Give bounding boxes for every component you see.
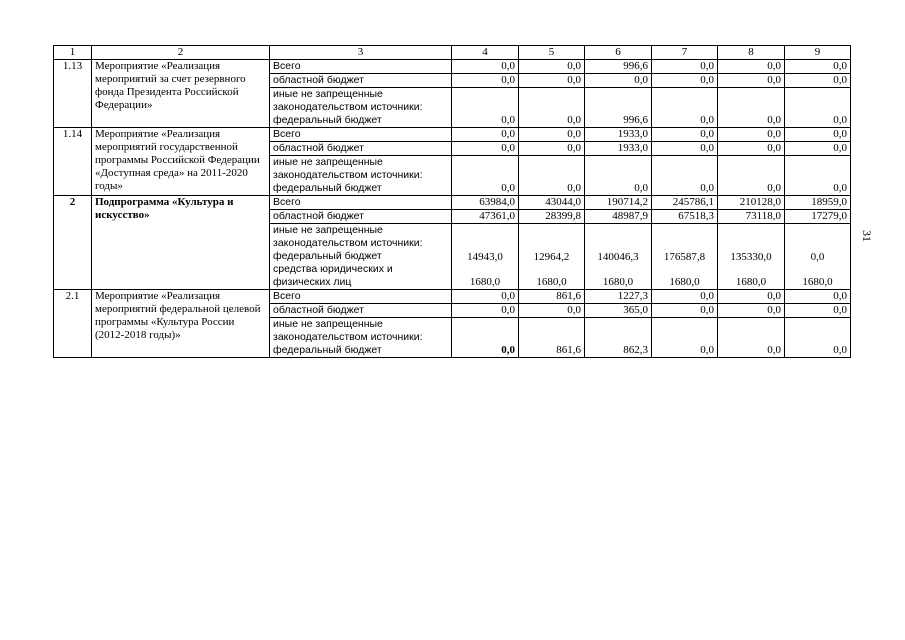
- value-cell: 0,0: [785, 128, 851, 142]
- value-cell: 0,0: [519, 74, 585, 88]
- column-header: 7: [652, 46, 718, 60]
- table-row: [54, 128, 851, 142]
- funding-source-line: федеральный бюджет: [273, 344, 382, 356]
- funding-source: [270, 88, 452, 128]
- value-cell: 48987,9: [585, 210, 652, 224]
- column-header: 4: [452, 46, 519, 60]
- value-cell: 67518,3: [652, 210, 718, 224]
- column-header: 2: [92, 46, 270, 60]
- federal-value: 12964,2: [533, 251, 570, 263]
- value-cell: 18959,0: [785, 196, 851, 210]
- federal-value: 176587,8: [663, 251, 706, 263]
- funding-source: [270, 156, 452, 196]
- item-code: 1.14: [54, 128, 92, 196]
- value-cell: 0,0: [785, 88, 851, 128]
- value-cell: 1933,0: [585, 128, 652, 142]
- item-code: 2: [54, 196, 92, 290]
- funding-source-line: иные не запрещенные: [273, 156, 383, 168]
- funding-source-line: иные не запрещенные: [273, 318, 383, 330]
- page-number: 31: [860, 230, 874, 242]
- value-cell: 0,0: [452, 156, 519, 196]
- funding-source-line: областной бюджет: [273, 142, 364, 154]
- funding-source: [270, 224, 452, 290]
- value-cell: 0,0: [652, 74, 718, 88]
- table-row: [54, 196, 851, 210]
- funding-source: [270, 318, 452, 358]
- value-cell: 0,0: [452, 142, 519, 156]
- value-cell: 1933,0: [585, 142, 652, 156]
- value-cell: 17279,0: [785, 210, 851, 224]
- value-cell: 73118,0: [718, 210, 785, 224]
- value-cell: 996,6: [585, 60, 652, 74]
- funding-source: [270, 210, 452, 224]
- funding-source: [270, 74, 452, 88]
- funding-source-line: Всего: [273, 60, 301, 72]
- item-name: Мероприятие «Реализация мероприятий федеральной целевой программы «Культура России (2012-2018 годы)»: [92, 290, 270, 358]
- value-cell: [718, 224, 785, 290]
- funding-source-line: федеральный бюджет: [273, 182, 382, 194]
- value-cell: 996,6: [585, 88, 652, 128]
- value-cell: 861,6: [519, 290, 585, 304]
- header-row: [54, 46, 851, 60]
- value-cell: 0,0: [718, 304, 785, 318]
- item-name: Подпрограмма «Культура и искусство»: [92, 196, 270, 290]
- funding-source-line: федеральный бюджет: [273, 250, 382, 262]
- value-cell: [452, 224, 519, 290]
- federal-value: 0,0: [810, 251, 825, 263]
- value-cell: 0,0: [585, 74, 652, 88]
- value-cell: 0,0: [519, 128, 585, 142]
- value-cell: 210128,0: [718, 196, 785, 210]
- funding-source: [270, 142, 452, 156]
- value-cell: 190714,2: [585, 196, 652, 210]
- value-cell: 0,0: [519, 60, 585, 74]
- value-cell: [585, 224, 652, 290]
- column-header: 5: [519, 46, 585, 60]
- column-header: 9: [785, 46, 851, 60]
- funding-source-line: законодательством источники:: [273, 331, 423, 343]
- value-cell: 0,0: [718, 318, 785, 358]
- item-name: Мероприятие «Реализация мероприятий государственной программы Российской Федерации «Доступная среда» на 2011-2020 годы»: [92, 128, 270, 196]
- value-cell: 0,0: [519, 88, 585, 128]
- funding-source-line: законодательством источники:: [273, 169, 423, 181]
- value-cell: 0,0: [452, 88, 519, 128]
- value-cell: 0,0: [785, 290, 851, 304]
- value-cell: 0,0: [452, 304, 519, 318]
- value-cell: 0,0: [718, 128, 785, 142]
- value-cell: 365,0: [585, 304, 652, 318]
- value-cell: 0,0: [785, 60, 851, 74]
- value-cell: [519, 224, 585, 290]
- funding-source: [270, 290, 452, 304]
- funding-source-line: областной бюджет: [273, 74, 364, 86]
- value-cell: 861,6: [519, 318, 585, 358]
- funding-source-line: законодательством источники:: [273, 237, 423, 249]
- value-cell: 0,0: [652, 290, 718, 304]
- value-cell: 28399,8: [519, 210, 585, 224]
- column-header: 6: [585, 46, 652, 60]
- private-value: 1680,0: [602, 276, 634, 288]
- value-cell: 0,0: [718, 142, 785, 156]
- funding-source-line: областной бюджет: [273, 304, 364, 316]
- value-cell: 63984,0: [452, 196, 519, 210]
- value-cell: 0,0: [452, 318, 519, 358]
- federal-value: 135330,0: [730, 251, 772, 263]
- value-cell: 0,0: [785, 74, 851, 88]
- item-name: Мероприятие «Реализация мероприятий за счет резервного фонда Президента Российской Федерации»: [92, 60, 270, 128]
- value-cell: 0,0: [452, 128, 519, 142]
- value-cell: [652, 224, 718, 290]
- table-row: [54, 60, 851, 74]
- federal-value: 14943,0: [467, 251, 503, 263]
- value-cell: 0,0: [785, 142, 851, 156]
- column-header: 1: [54, 46, 92, 60]
- value-cell: 0,0: [652, 156, 718, 196]
- federal-value: 140046,3: [597, 251, 639, 263]
- budget-table: [53, 45, 851, 358]
- value-cell: 245786,1: [652, 196, 718, 210]
- funding-source-line: физических лиц: [273, 276, 352, 288]
- value-cell: 43044,0: [519, 196, 585, 210]
- funding-source: [270, 196, 452, 210]
- value-cell: 0,0: [452, 290, 519, 304]
- value-cell: 0,0: [652, 304, 718, 318]
- value-cell: 0,0: [785, 318, 851, 358]
- value-cell: 0,0: [718, 290, 785, 304]
- value-cell: 47361,0: [452, 210, 519, 224]
- funding-source-line: Всего: [273, 290, 301, 302]
- funding-source-line: Всего: [273, 196, 301, 208]
- item-code: 1.13: [54, 60, 92, 128]
- funding-source-line: средства юридических и: [273, 263, 393, 275]
- column-header: 3: [270, 46, 452, 60]
- private-value: 1680,0: [669, 276, 700, 288]
- value-cell: 0,0: [452, 74, 519, 88]
- value-cell: 0,0: [718, 74, 785, 88]
- value-cell: 0,0: [652, 128, 718, 142]
- funding-source: [270, 304, 452, 318]
- value-cell: 0,0: [718, 156, 785, 196]
- value-cell: 0,0: [785, 304, 851, 318]
- value-cell: 862,3: [585, 318, 652, 358]
- value-cell: 0,0: [652, 88, 718, 128]
- funding-source-line: областной бюджет: [273, 210, 364, 222]
- funding-source-line: иные не запрещенные: [273, 88, 383, 100]
- value-cell: 0,0: [718, 88, 785, 128]
- item-code: 2.1: [54, 290, 92, 358]
- value-cell: 0,0: [519, 156, 585, 196]
- value-cell: 0,0: [519, 304, 585, 318]
- value-cell: 0,0: [585, 156, 652, 196]
- funding-source: [270, 60, 452, 74]
- value-cell: 0,0: [652, 318, 718, 358]
- private-value: 1680,0: [469, 276, 501, 288]
- funding-source-line: иные не запрещенные: [273, 224, 383, 236]
- value-cell: 0,0: [452, 60, 519, 74]
- funding-source: [270, 128, 452, 142]
- funding-source-line: Всего: [273, 128, 301, 140]
- private-value: 1680,0: [802, 276, 833, 288]
- funding-source-line: федеральный бюджет: [273, 114, 382, 126]
- funding-source-line: законодательством источники:: [273, 101, 423, 113]
- value-cell: 0,0: [652, 60, 718, 74]
- column-header: 8: [718, 46, 785, 60]
- private-value: 1680,0: [735, 276, 767, 288]
- value-cell: 0,0: [718, 60, 785, 74]
- value-cell: 0,0: [519, 142, 585, 156]
- private-value: 1680,0: [536, 276, 567, 288]
- value-cell: 0,0: [652, 142, 718, 156]
- value-cell: 0,0: [785, 156, 851, 196]
- value-cell: 1227,3: [585, 290, 652, 304]
- value-cell: [785, 224, 851, 290]
- table-row: [54, 290, 851, 304]
